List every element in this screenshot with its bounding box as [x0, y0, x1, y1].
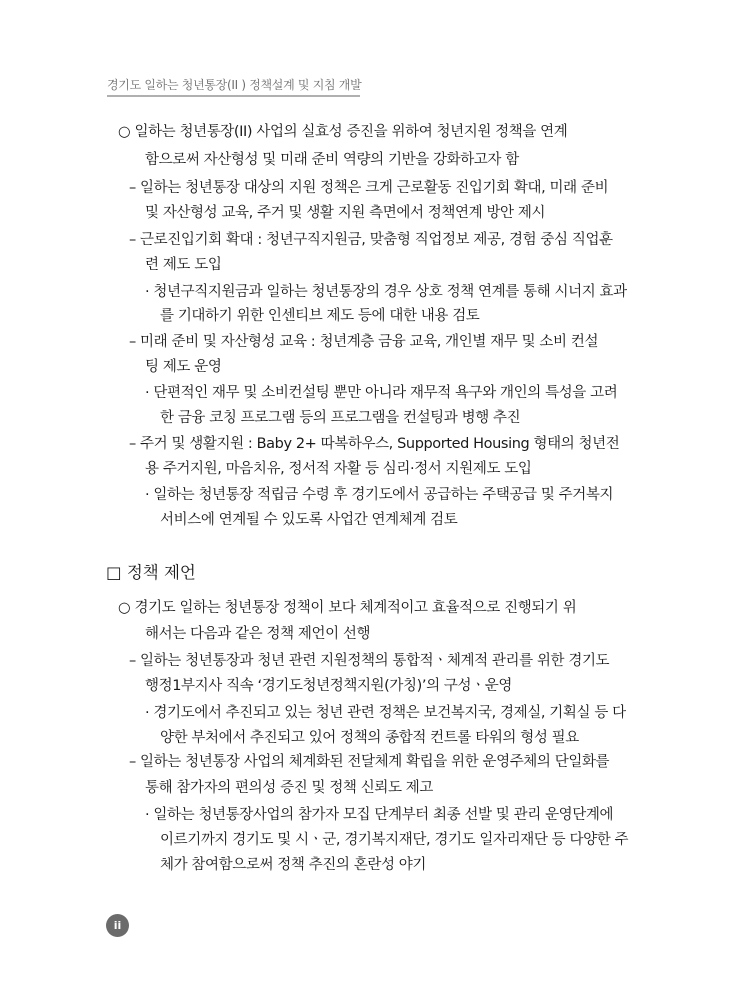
dash-continuation-line: 행정1부지사 직속 ‘경기도청년정책지원(가칭)’의 구성ㆍ운영 [145, 678, 512, 694]
dash-continuation-line: 팅 제도 운영 [145, 359, 222, 375]
dot-continuation-line: 체가 참여함으로써 정책 추진의 혼란성 야기 [160, 857, 426, 873]
dot-item-line: · 경기도에서 추진되고 있는 청년 관련 정책은 보건복지국, 경제실, 기획실 등 다 [145, 705, 626, 721]
dot-item-line: · 청년구직지원금과 일하는 청년통장의 경우 상호 정책 연계를 통해 시너지 효과 [145, 284, 627, 300]
bullet-circle-line: ○ 경기도 일하는 청년통장 정책이 보다 체계적이고 효율적으로 진행되기 위 [118, 600, 577, 616]
dot-continuation-line: 를 기대하기 위한 인센티브 제도 등에 대한 내용 검토 [160, 308, 480, 324]
header-rule [107, 95, 360, 97]
dot-item-line: · 단편적인 재무 및 소비컨설팅 뿐만 아니라 재무적 욕구와 개인의 특성을 고려 [145, 385, 618, 401]
dash-continuation-line: 및 자산형성 교육, 주거 및 생활 지원 측면에서 정책연계 방안 제시 [145, 205, 546, 221]
section-heading: □ 정책 제언 [106, 563, 196, 582]
dash-item-line: – 주거 및 생활지원 : Baby 2+ 따복하우스, Supported Housing 형태의 청년전 [129, 436, 620, 452]
dash-item-line: – 일하는 청년통장 사업의 체계화된 전달체계 확립을 위한 운영주체의 단일화를 [129, 754, 610, 770]
dot-continuation-line: 이르기까지 경기도 및 시ㆍ군, 경기복지재단, 경기도 일자리재단 등 다양한 주 [160, 832, 629, 848]
page-number-badge: ii [106, 914, 129, 937]
dash-item-line: – 근로진입기회 확대 : 청년구직지원금, 맞춤형 직업정보 제공, 경험 중심 직업훈 [129, 232, 613, 248]
dot-continuation-line: 한 금융 코칭 프로그램 등의 프로그램을 컨설팅과 병행 추진 [160, 410, 521, 426]
bullet-continuation-line: 해서는 다음과 같은 정책 제언이 선행 [145, 626, 371, 642]
dot-item-line: · 일하는 청년통장 적립금 수령 후 경기도에서 공급하는 주택공급 및 주거복지 [145, 487, 614, 503]
bullet-continuation-line: 함으로써 자산형성 및 미래 준비 역량의 기반을 강화하고자 함 [145, 152, 519, 168]
dash-item-line: – 일하는 청년통장과 청년 관련 지원정책의 통합적ㆍ체계적 관리를 위한 경기도 [129, 653, 610, 669]
running-header: 경기도 일하는 청년통장(II ) 정책설계 및 지침 개발 [107, 78, 362, 92]
dot-continuation-line: 서비스에 연계될 수 있도록 사업간 연계체계 검토 [160, 512, 458, 528]
dash-continuation-line: 용 주거지원, 마음치유, 정서적 자활 등 심리·정서 지원제도 도입 [145, 461, 532, 477]
dash-continuation-line: 통해 참가자의 편의성 증진 및 정책 신뢰도 제고 [145, 780, 433, 796]
dash-item-line: – 미래 준비 및 자산형성 교육 : 청년계층 금융 교육, 개인별 재무 및 소비 컨설 [129, 334, 599, 350]
bullet-circle-line: ○ 일하는 청년통장(II) 사업의 실효성 증진을 위하여 청년지원 정책을 연계 [118, 124, 568, 140]
dot-continuation-line: 양한 부처에서 추진되고 있어 정책의 종합적 컨트롤 타워의 형성 필요 [160, 730, 579, 746]
dash-item-line: – 일하는 청년통장 대상의 지원 정책은 크게 근로활동 진입기회 확대, 미래 준비 [129, 180, 609, 196]
dash-continuation-line: 련 제도 도입 [145, 257, 222, 273]
dot-item-line: · 일하는 청년통장사업의 참가자 모집 단계부터 최종 선발 및 관리 운영단계에 [145, 807, 614, 823]
